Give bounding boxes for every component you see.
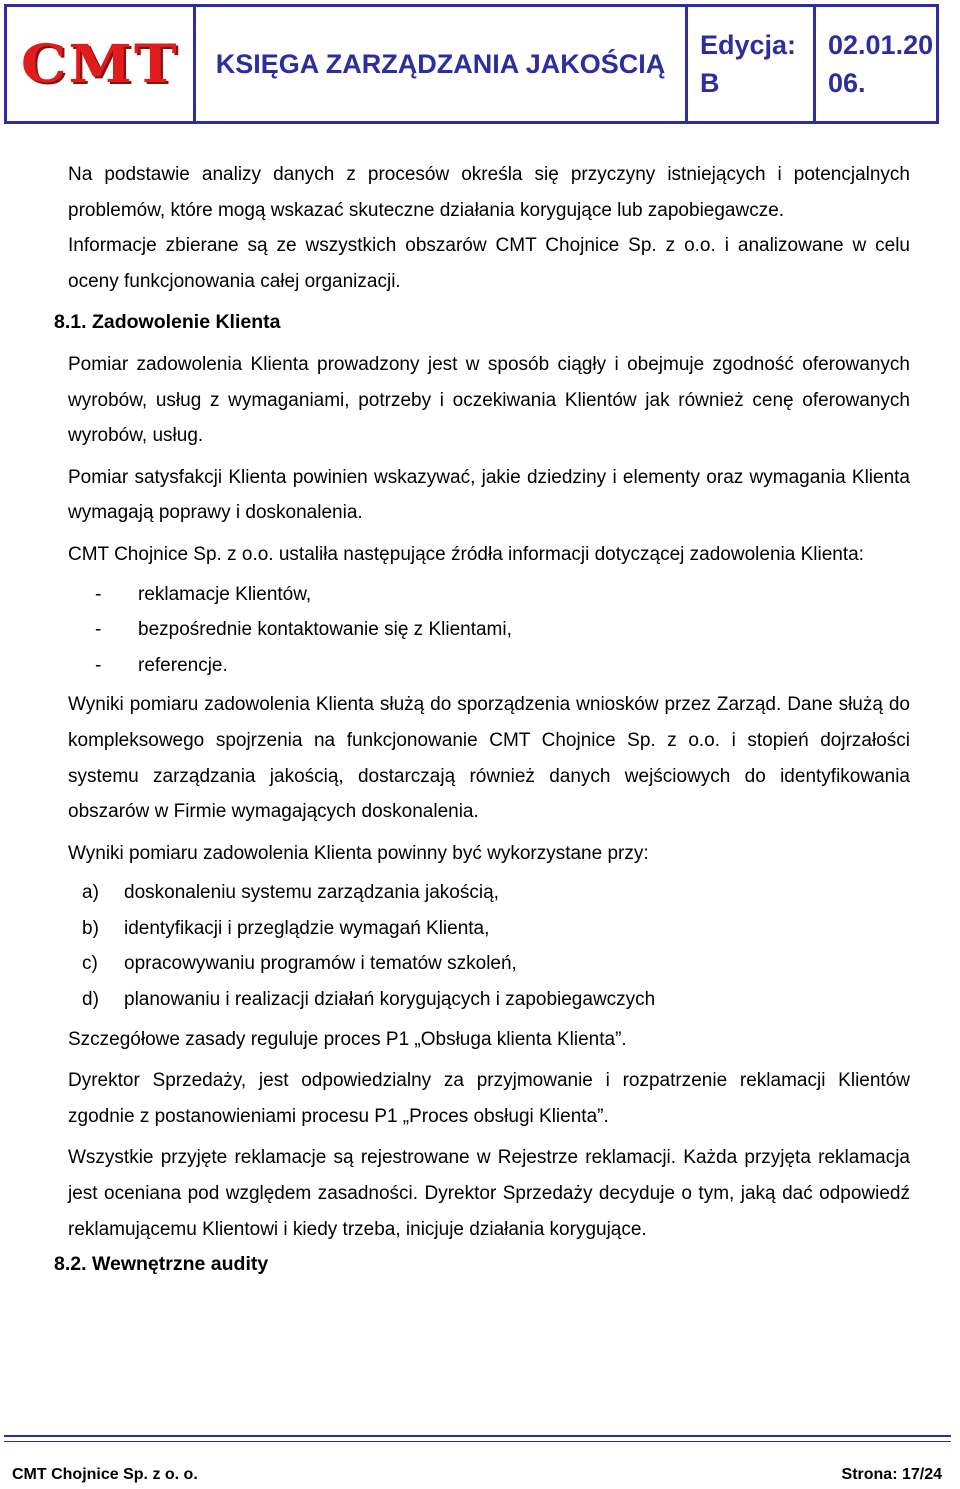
page-number: Strona: 17/24 <box>841 1466 942 1483</box>
date-line-2: 06. <box>828 68 866 98</box>
footer-divider <box>4 1435 951 1437</box>
cmt-logo: CMT <box>20 33 180 95</box>
list-item: d) planowaniu i realizacji działań korygujących i zapobiegawczych <box>82 989 656 1011</box>
company-logo-cell <box>7 7 196 121</box>
paragraph: Wyniki pomiaru zadowolenia Klienta służą do sporządzenia wniosków przez Zarząd. Dane służą do kompleksowego spojrzenia na funkcjonowanie CMT Chojnice Sp. z o.o. i stopień dojrzałości systemu zarządzania jakością, dostarczają również danych wejściowych do identyfikowania obszarów w Firmie wymagających doskonalenia. <box>68 694 910 823</box>
paragraph: Pomiar zadowolenia Klienta prowadzony jest w sposób ciągły i obejmuje zgodność oferowanych wyrobów, usług z wymaganiami, potrzeby i oczekiwania Klientów jak również cenę oferowanych wyrobów, usług. <box>68 353 910 447</box>
footer-company: CMT Chojnice Sp. z o. o. <box>12 1466 198 1483</box>
uses-list <box>68 875 910 1017</box>
paragraph: Dyrektor Sprzedaży, jest odpowiedzialny za przyjmowanie i rozpatrzenie reklamacji Klientów zgodnie z postanowieniami procesu P1 „Proces obsługi Klienta”. <box>68 1070 910 1127</box>
edition-label: Edycja: <box>700 30 797 60</box>
list-item: - bezpośrednie kontaktowanie się z Klientami, <box>95 619 512 641</box>
section-heading-8-2: 8.2. Wewnętrzne audity <box>54 1253 269 1276</box>
footer-divider <box>4 1441 951 1442</box>
list-item: - reklamacje Klientów, <box>95 583 312 605</box>
document-title: KSIĘGA ZARZĄDZANIA JAKOŚCIĄ <box>215 48 666 79</box>
paragraph: Na podstawie analizy danych z procesów określa się przyczyny istniejących i potencjalnych problemów, które mogą wskazać skuteczne działania korygujące lub zapobiegawcze. <box>68 164 910 221</box>
document-header <box>4 4 939 124</box>
list-item: c) opracowywaniu programów i tematów szkoleń, <box>82 953 517 975</box>
paragraph: Wszystkie przyjęte reklamacje są rejestrowane w Rejestrze reklamacji. Każda przyjęta reklamacja jest oceniana pod względem zasadności. Dyrektor Sprzedaży decyduje o tym, jaką dać odpowiedź reklamującemu Klientowi i kiedy trzeba, inicjuje działania korygujące. <box>68 1147 910 1240</box>
edition-cell <box>688 7 816 121</box>
section-heading-8-1: 8.1. Zadowolenie Klienta <box>54 311 281 334</box>
list-item: - referencje. <box>95 654 228 676</box>
paragraph: CMT Chojnice Sp. z o.o. ustaliła następujące źródła informacji dotyczącej zadowolenia Klienta: <box>68 543 864 565</box>
paragraph: Szczegółowe zasady reguluje proces P1 „Obsługa klienta Klienta”. <box>68 1028 627 1050</box>
paragraph: Wyniki pomiaru zadowolenia Klienta powinny być wykorzystane przy: <box>68 842 649 864</box>
sources-list <box>68 577 910 684</box>
date-cell <box>816 7 936 121</box>
paragraph: Pomiar satysfakcji Klienta powinien wskazywać, jakie dziedziny i elementy oraz wymagania Klienta wymagają poprawy i doskonalenia. <box>68 466 910 524</box>
list-item: b) identyfikacji i przeglądzie wymagań Klienta, <box>82 917 490 939</box>
edition-value: B <box>700 68 720 98</box>
paragraph: Informacje zbierane są ze wszystkich obszarów CMT Chojnice Sp. z o.o. i analizowane w celu oceny funkcjonowania całej organizacji. <box>68 235 910 292</box>
document-title-cell <box>196 7 688 121</box>
document-body <box>54 157 910 1283</box>
list-item: a) doskonaleniu systemu zarządzania jakością, <box>82 882 499 904</box>
date-line-1: 02.01.20 <box>828 30 934 60</box>
